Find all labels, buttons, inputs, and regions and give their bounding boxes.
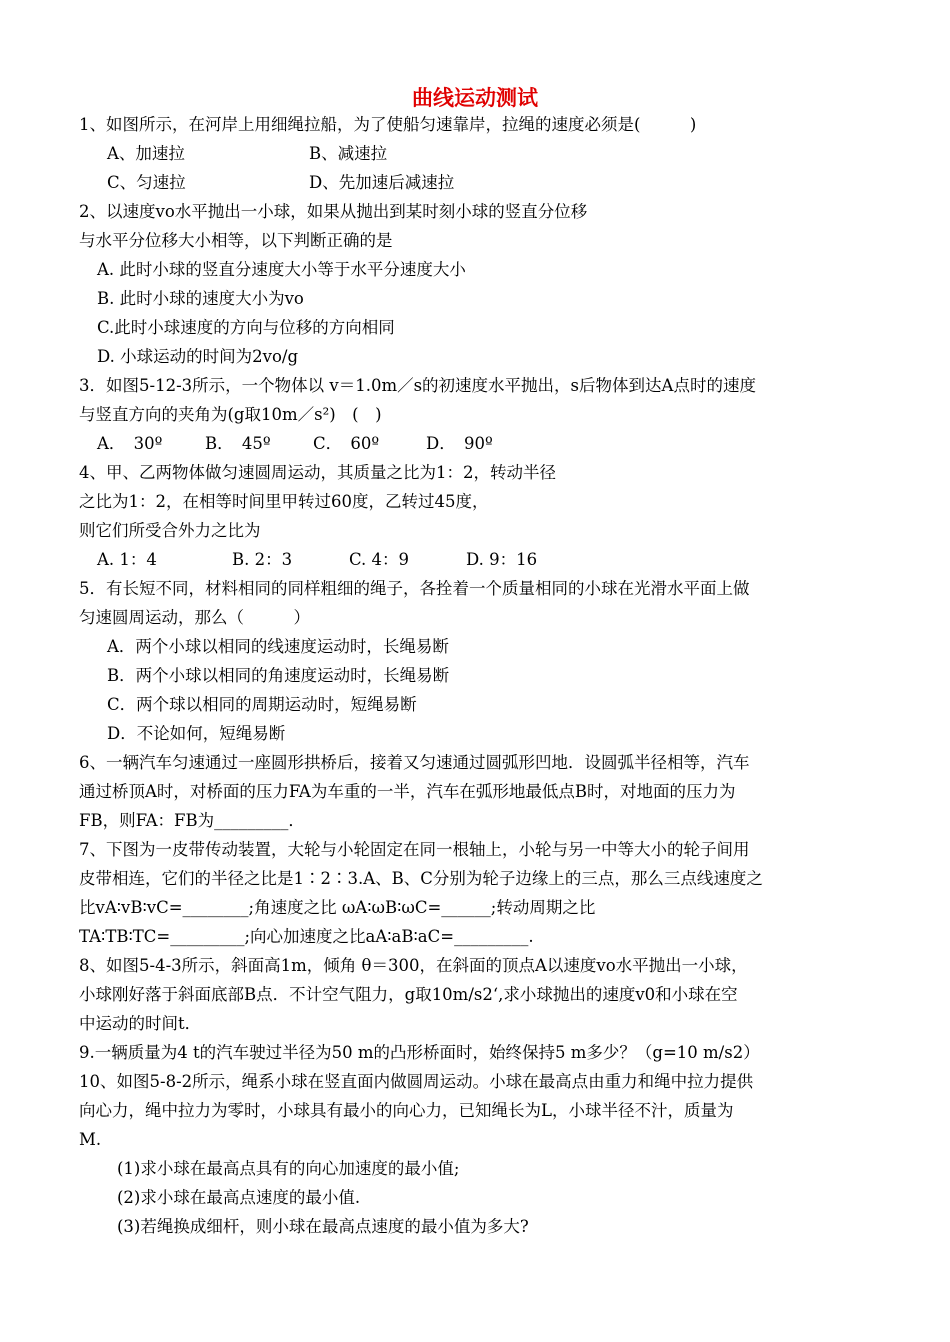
q8-line2: 小球刚好落于斜面底部B点．不计空气阻力，g取10m/s2‘,求小球抛出的速度v0和小球在空 bbox=[79, 985, 738, 1004]
q2-option-b: B. 此时小球的速度大小为vo bbox=[97, 289, 304, 308]
q6-line1: 6、一辆汽车匀速通过一座圆形拱桥后，接着又匀速通过圆弧形凹地．设圆弧半径相等，汽车 bbox=[79, 753, 750, 772]
q10-subquestion-3: (3)若绳换成细杆，则小球在最高点速度的最小值为多大? bbox=[117, 1217, 529, 1236]
q3-option-b: B． 45º bbox=[205, 434, 271, 453]
q10-subquestion-2: (2)求小球在最高点速度的最小值. bbox=[117, 1188, 361, 1207]
q1-stem: 1、如图所示，在河岸上用细绳拉船，为了使船匀速靠岸，拉绳的速度必须是( ) bbox=[79, 115, 697, 134]
q5-stem-line1: 5．有长短不同，材料相同的同样粗细的绳子，各拴着一个质量相同的小球在光滑水平面上做 bbox=[79, 579, 750, 598]
q5-option-d: D．不论如何，短绳易断 bbox=[107, 724, 286, 743]
q10-line3: M. bbox=[79, 1130, 102, 1149]
q7-line4: TA∶TB∶TC=_________;向心加速度之比aA∶aB∶aC=_________. bbox=[79, 927, 534, 946]
document-title: 曲线运动测试 bbox=[412, 86, 538, 110]
q6-line3: FB，则FA：FB为_________． bbox=[79, 811, 305, 830]
q2-option-c: C.此时小球速度的方向与位移的方向相同 bbox=[97, 318, 395, 337]
q4-stem-line3: 则它们所受合外力之比为 bbox=[79, 521, 261, 540]
q8-line1: 8、如图5-4-3所示，斜面高1m，倾角 θ＝300，在斜面的顶点A以速度vo水平抛出一小球， bbox=[79, 956, 748, 975]
q4-option-c: C. 4：9 bbox=[349, 550, 410, 569]
q3-option-d: D． 90º bbox=[426, 434, 493, 453]
q10-line1: 10、如图5-8-2所示，绳系小球在竖直面内做圆周运动。小球在最高点由重力和绳中拉力提供 bbox=[79, 1072, 754, 1091]
q3-stem-line1: 3．如图5-12-3所示，一个物体以 v＝1.0m／s的初速度水平抛出，s后物体到达A点时的速度 bbox=[79, 376, 756, 395]
q2-option-d: D. 小球运动的时间为2vo/g bbox=[97, 347, 299, 366]
q3-stem-line2: 与竖直方向的夹角为(g取10m／s²) ( ) bbox=[79, 405, 382, 424]
q8-line3: 中运动的时间t． bbox=[79, 1014, 202, 1033]
q3-option-a: A． 30º bbox=[97, 434, 163, 453]
q9-line1: 9.一辆质量为4 t的汽车驶过半径为50 m的凸形桥面时，始终保持5 m多少？（g=10 m/s2） bbox=[79, 1043, 760, 1062]
q5-option-a: A．两个小球以相同的线速度运动时，长绳易断 bbox=[107, 637, 449, 656]
q7-line3: 比vA∶vB∶vC=________;角速度之比 ωA∶ωB∶ωC=______;转动周期之比 bbox=[79, 898, 596, 917]
q4-option-d: D. 9：16 bbox=[466, 550, 538, 569]
q4-option-a: A. 1：4 bbox=[97, 550, 157, 569]
q2-option-a: A. 此时小球的竖直分速度大小等于水平分速度大小 bbox=[97, 260, 466, 279]
q10-line2: 向心力，绳中拉力为零时，小球具有最小的向心力，已知绳长为L，小球半径不汁，质量为 bbox=[79, 1101, 734, 1120]
q2-stem-line1: 2、以速度vo水平抛出一小球，如果从抛出到某时刻小球的竖直分位移 bbox=[79, 202, 588, 221]
q5-option-b: B．两个小球以相同的角速度运动时，长绳易断 bbox=[107, 666, 450, 685]
q4-stem-line1: 4、甲、乙两物体做匀速圆周运动，其质量之比为1：2，转动半径 bbox=[79, 463, 556, 482]
q5-option-c: C．两个球以相同的周期运动时，短绳易断 bbox=[107, 695, 417, 714]
q1-option-c: C、匀速拉 bbox=[107, 173, 186, 192]
q2-stem-line2: 与水平分位移大小相等，以下判断正确的是 bbox=[79, 231, 393, 250]
q4-stem-line2: 之比为1：2，在相等时间里甲转过60度，乙转过45度， bbox=[79, 492, 489, 511]
q10-subquestion-1: (1)求小球在最高点具有的向心加速度的最小值; bbox=[117, 1159, 460, 1178]
q5-stem-line2: 匀速圆周运动，那么（ ） bbox=[79, 608, 310, 627]
q6-line2: 通过桥顶A时，对桥面的压力FA为车重的一半，汽车在弧形地最低点B时，对地面的压力为 bbox=[79, 782, 736, 801]
q1-option-b: B、减速拉 bbox=[309, 144, 388, 163]
q1-option-a: A、加速拉 bbox=[107, 144, 185, 163]
q4-option-b: B. 2：3 bbox=[232, 550, 293, 569]
q3-option-c: C． 60º bbox=[313, 434, 380, 453]
q7-line1: 7、下图为一皮带传动装置，大轮与小轮固定在同一根轴上，小轮与另一中等大小的轮子间用 bbox=[79, 840, 750, 859]
q7-line2: 皮带相连，它们的半径之比是1∶2∶3.A、B、C分别为轮子边缘上的三点，那么三点线速度之 bbox=[79, 869, 763, 888]
q1-option-d: D、先加速后减速拉 bbox=[309, 173, 455, 192]
